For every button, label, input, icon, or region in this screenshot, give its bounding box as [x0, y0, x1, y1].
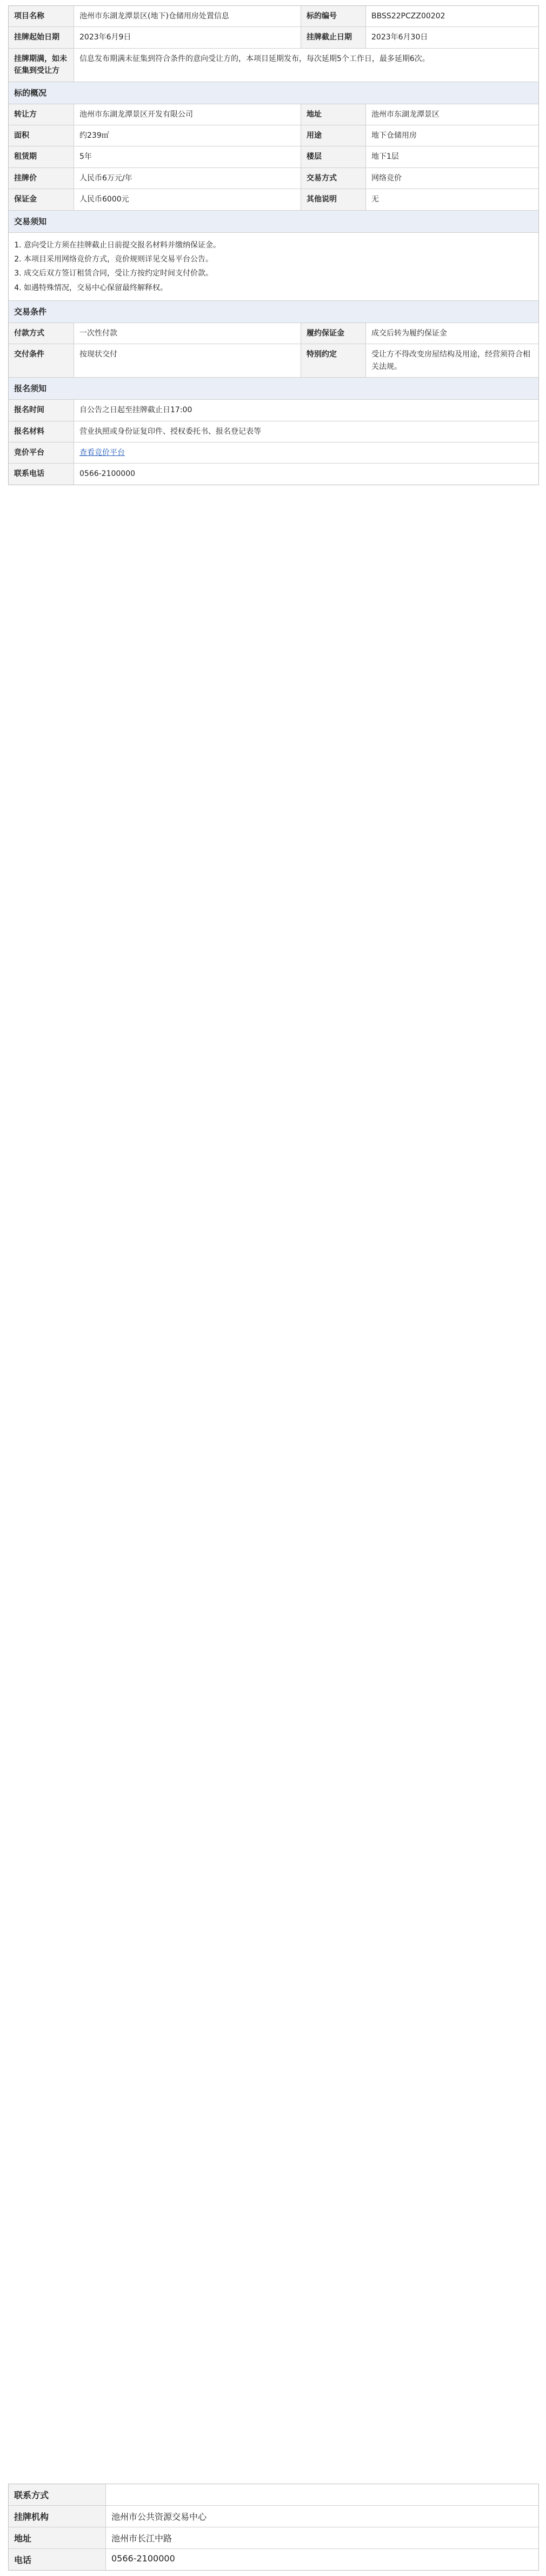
registration-docs-value: 营业执照或身份证复印件、授权委托书、报名登记表等 [74, 421, 538, 442]
special-value: 受让方不得改变房屋结构及用途，经营须符合相关法规。 [365, 344, 538, 377]
project-code-value: BBSS22PCZZ00202 [365, 6, 538, 26]
method-label: 交易方式 [301, 168, 365, 189]
bidding-platform-link[interactable]: 查看竞价平台 [79, 448, 125, 458]
basic-section-title: 标的概况 [9, 82, 538, 104]
row-seller [9, 104, 538, 125]
registration-section-title: 报名须知 [9, 378, 538, 399]
info-table [8, 5, 539, 485]
period-value: 5年 [74, 146, 301, 167]
row-payment [9, 323, 538, 344]
project-name-value: 池州市东湖龙潭景区(地下)仓储用房处置信息 [74, 6, 301, 26]
row-registration-docs [9, 421, 538, 442]
use-value: 地下仓储用房 [365, 125, 538, 146]
registration-period-value: 自公告之日起至挂牌截止日17:00 [74, 400, 538, 420]
row-rules-section [9, 210, 538, 232]
location-label: 地址 [301, 104, 365, 125]
transaction-section-title: 交易条件 [9, 301, 538, 323]
period-label: 租赁期 [9, 146, 74, 167]
rules-list [14, 239, 533, 294]
rule-item-4: 4. 如遇特殊情况，交易中心保留最终解释权。 [24, 282, 533, 294]
row-deposit [9, 189, 538, 210]
floor-value: 地下1层 [365, 146, 538, 167]
footer-contact [8, 2484, 539, 2571]
footer-spacer [106, 2484, 538, 2505]
end-date-label: 挂牌截止日期 [301, 27, 365, 48]
row-registration-contact [9, 463, 538, 484]
row-delivery [9, 344, 538, 377]
start-date-label: 挂牌起始日期 [9, 27, 74, 48]
footer-title: 联系方式 [9, 2484, 106, 2505]
footer-tel-value: 0566-2100000 [111, 2553, 175, 2564]
row-basic-section [9, 82, 538, 104]
seller-label: 转让方 [9, 104, 74, 125]
extension-label: 挂牌期满，如未征集到受让方 [9, 49, 74, 82]
rule-item-2: 2. 本项目采用网络竞价方式，竞价规则详见交易平台公告。 [24, 253, 533, 265]
registration-docs-label: 报名材料 [9, 421, 74, 442]
project-name-label: 项目名称 [9, 6, 74, 26]
area-value: 约239㎡ [74, 125, 301, 146]
registration-period-label: 报名时间 [9, 400, 74, 420]
footer-tel-row [9, 2548, 538, 2570]
deposit-label: 保证金 [9, 189, 74, 210]
extension-value: 信息发布期满未征集到符合条件的意向受让方的，本项目延期发布，每次延期5个工作日，最多延期6次。 [74, 49, 538, 82]
row-project [9, 6, 538, 26]
footer-org-label: 挂牌机构 [9, 2506, 106, 2527]
rule-item-1: 1. 意向受让方须在挂牌截止日前提交报名材料并缴纳保证金。 [24, 239, 533, 251]
row-registration-section [9, 377, 538, 399]
project-code-label: 标的编号 [301, 6, 365, 26]
special-label: 特别约定 [301, 344, 365, 377]
footer-org-value: 池州市公共资源交易中心 [111, 2512, 207, 2522]
location-value: 池州市东湖龙潭景区 [365, 104, 538, 125]
registration-link-label: 竞价平台 [9, 442, 74, 463]
footer-address-value: 池州市长江中路 [111, 2533, 172, 2544]
deposit-value: 人民币6000元 [74, 189, 301, 210]
method-value: 网络竞价 [365, 168, 538, 189]
row-extension [9, 48, 538, 82]
payment-value: 一次性付款 [74, 323, 301, 344]
start-date-value: 2023年6月9日 [74, 27, 301, 48]
footer-tel-label: 电话 [9, 2549, 106, 2570]
registration-contact-value: 0566-2100000 [74, 464, 538, 484]
performance-value: 成交后转为履约保证金 [365, 323, 538, 344]
other-label: 其他说明 [301, 189, 365, 210]
row-registration-link [9, 442, 538, 463]
footer-address-row [9, 2527, 538, 2548]
seller-value: 池州市东湖龙潭景区开发有限公司 [74, 104, 301, 125]
other-value: 无 [365, 189, 538, 210]
row-registration-period [9, 399, 538, 420]
footer-address-label: 地址 [9, 2527, 106, 2548]
row-transaction-section [9, 300, 538, 323]
row-dates [9, 26, 538, 48]
payment-label: 付款方式 [9, 323, 74, 344]
rules-section-title: 交易须知 [9, 211, 538, 232]
footer-org-row [9, 2505, 538, 2527]
row-rules [9, 232, 538, 301]
floor-label: 楼层 [301, 146, 365, 167]
registration-contact-label: 联系电话 [9, 464, 74, 484]
use-label: 用途 [301, 125, 365, 146]
registration-link-cell [74, 442, 538, 463]
row-period [9, 146, 538, 167]
rules-list-cell [9, 233, 538, 301]
end-date-value: 2023年6月30日 [365, 27, 538, 48]
rule-item-3: 3. 成交后双方签订租赁合同，受让方按约定时间支付价款。 [24, 267, 533, 279]
row-price [9, 167, 538, 189]
delivery-value: 按现状交付 [74, 344, 301, 377]
footer-title-row [9, 2484, 538, 2505]
area-label: 面积 [9, 125, 74, 146]
price-value: 人民币6万元/年 [74, 168, 301, 189]
performance-label: 履约保证金 [301, 323, 365, 344]
delivery-label: 交付条件 [9, 344, 74, 377]
row-area [9, 125, 538, 146]
price-label: 挂牌价 [9, 168, 74, 189]
